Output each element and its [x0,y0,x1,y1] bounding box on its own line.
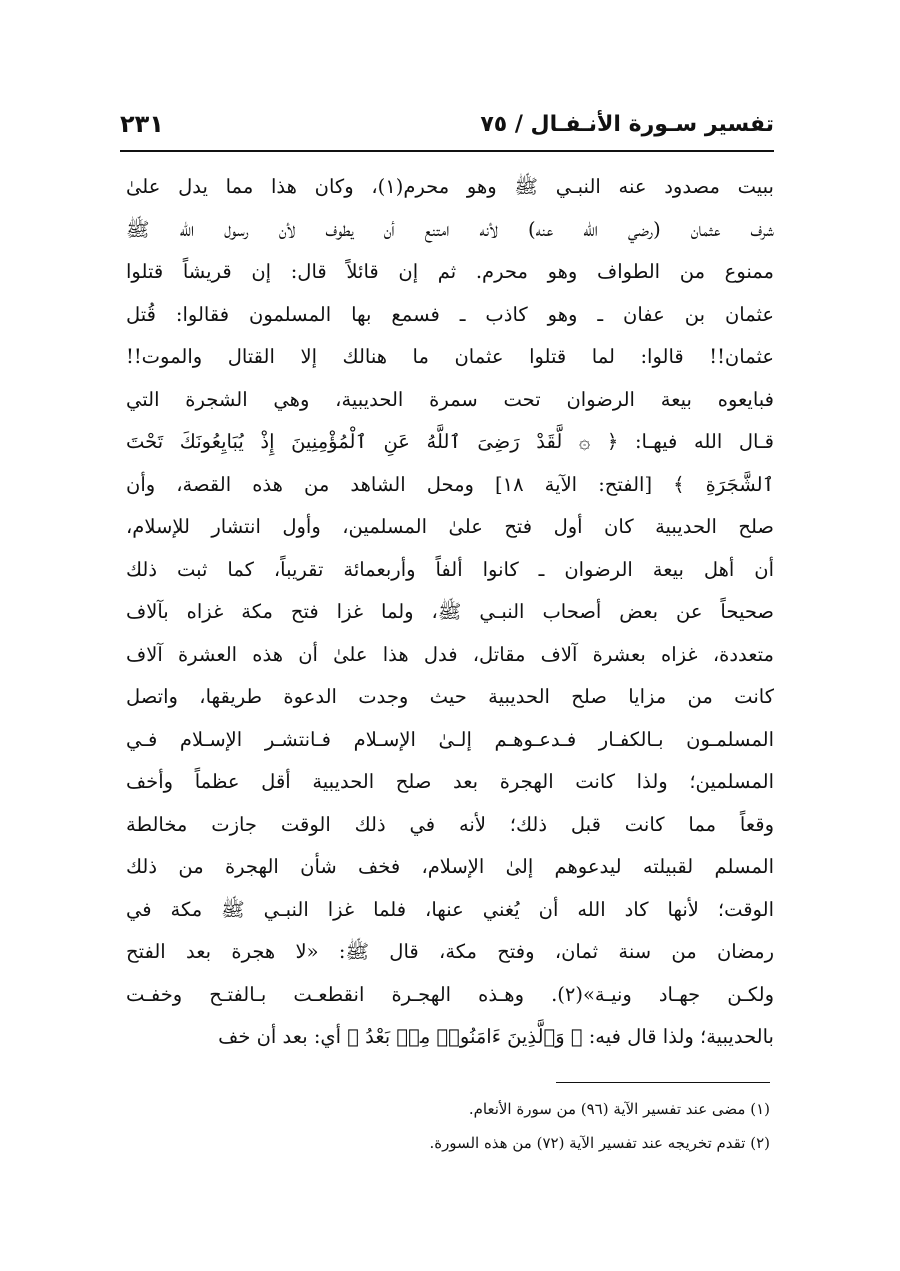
header-rule [120,150,774,152]
running-header [120,104,774,144]
footnote: (٢) تقدم تخريجه عند تفسير الآية (٧٢) من هذه السورة. [429,1134,770,1152]
footnote-rule [556,1082,770,1083]
text-line: كانت من مزايا صلح الحديبية حيث وجدت الدعوة طريقها، واتصل [126,685,774,708]
body-text [126,166,774,1059]
text-line: بالحديبية؛ ولذا قال فيه: ﴿ وَٱلَّذِينَ ءَامَنُوا۟ مِنۢ بَعْدُ ﴾ أي: بعد أن خف [218,1025,774,1048]
text-line: عثمان بن عفان ـ وهو كاذب ـ فسمع بها المسلمون فقالوا: قُتل [126,302,774,326]
text-line: الوقت؛ لأنها كاد الله أن يُغني عنها، فلما غزا النبـي ﷺ مكة في [126,897,774,921]
text-line: فبايعوه بيعة الرضوان تحت سمرة الحديبية، وهي الشجرة التي [126,387,774,411]
text-line: أن أهل بيعة الرضوان ـ كانوا ألفاً وأربعمائة تقريباً، كما ثبت ذلك [126,557,774,581]
footnote: (١) مضى عند تفسير الآية (٩٦) من سورة الأنعام. [468,1100,770,1118]
page-number: ٢٣١ [120,110,164,138]
text-line: صلح الحديبية كان أول فتح علىٰ المسلمين، وأول انتشار للإسلام، [126,515,774,538]
header-title: تفسير سـورة الأنـفـال / ٧٥ [480,111,774,137]
text-line: صحيحاً عن بعض أصحاب النبـي ﷺ، ولما غزا فتح مكة غزاه بآلاف [126,600,774,623]
text-line: ٱلشَّجَرَةِ ﴾ [الفتح: الآية ١٨] ومحل الشاهد من هذه القصة، وأن [126,472,774,496]
text-line: شرف عثمان (رضي الله عنه) لأنه امتنع أن يطوف لأن رسول الله ﷺ [126,217,774,241]
text-line: قـال الله فيهـا: ﴿ ۞ لَّقَدْ رَضِىَ ٱللَّهُ عَنِ ٱلْمُؤْمِنِينَ إِذْ يُبَايِعُونَكَ تَحْتَ [126,430,774,453]
text-line: المسلمين؛ ولذا كانت الهجرة بعد صلح الحديبية أقل عظماً وأخف [126,770,774,793]
text-line: المسلمـون بـالكفـار فـدعـوهـم إلـىٰ الإسـلام فـانتشـر الإسـلام فـي [126,727,774,751]
text-line: وقعاً مما كانت قبل ذلك؛ لأنه في ذلك الوقت جازت مخالطة [126,812,774,836]
text-line: عثمان!! قالوا: لما قتلوا عثمان ما هنالك إلا القتال والموت!! [126,345,774,368]
text-line: رمضان من سنة ثمان، وفتح مكة، قال ﷺ: «لا هجرة بعد الفتح [126,940,774,963]
text-line: متعددة، غزاه بعشرة آلاف مقاتل، فدل هذا علىٰ أن هذه العشرة آلاف [126,642,774,666]
text-line: ببيت مصدود عنه النبـي ﷺ وهو محرم(١)، وكان هذا مما يدل علىٰ [126,175,774,198]
text-line: ولكـن جهـاد ونيـة»(٢). وهـذه الهجـرة انقطعـت بـالفتـح وخفـت [126,982,774,1006]
footnotes [300,1092,770,1160]
text-line: ممنوع من الطواف وهو محرم. ثم إن قائلاً قال: إن قريشاً قتلوا [126,260,774,283]
text-line: المسلم لقبيلته ليدعوهم إلىٰ الإسلام، فخف شأن الهجرة من ذلك [126,855,774,878]
